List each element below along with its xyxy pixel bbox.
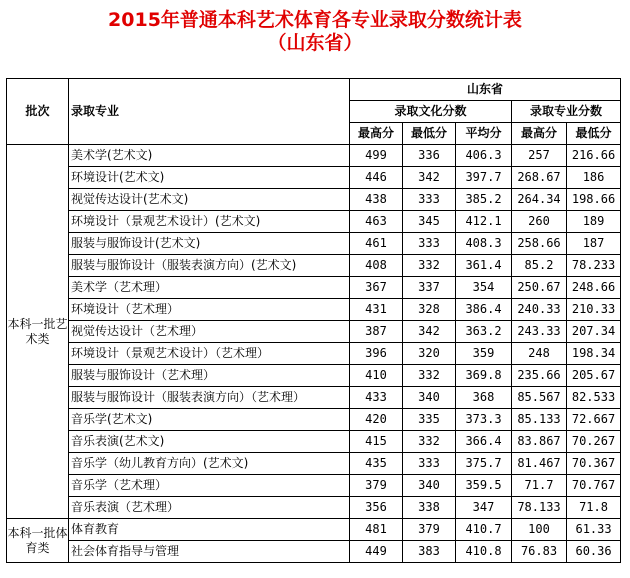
table-row [7, 255, 621, 277]
culture-min-cell: 320 [403, 343, 456, 365]
professional-max-cell: 76.83 [512, 541, 567, 563]
culture-avg-cell: 406.3 [456, 145, 512, 167]
professional-min-cell: 186 [567, 167, 621, 189]
professional-min-cell: 198.66 [567, 189, 621, 211]
major-cell: 服装与服饰设计（艺术理） [69, 365, 350, 387]
table-row [7, 409, 621, 431]
table-row [7, 365, 621, 387]
professional-min-header: 最低分 [567, 123, 621, 145]
major-header: 录取专业 [69, 79, 350, 145]
table-row [7, 387, 621, 409]
culture-avg-cell: 397.7 [456, 167, 512, 189]
major-cell: 环境设计（艺术理） [69, 299, 350, 321]
professional-max-cell: 240.33 [512, 299, 567, 321]
major-cell: 视觉传达设计(艺术文) [69, 189, 350, 211]
professional-max-cell: 264.34 [512, 189, 567, 211]
culture-score-header: 录取文化分数 [350, 101, 512, 123]
professional-max-cell: 268.67 [512, 167, 567, 189]
province-header: 山东省 [350, 79, 621, 101]
table-row [7, 233, 621, 255]
table-row [7, 167, 621, 189]
major-cell: 服装与服饰设计(艺术文) [69, 233, 350, 255]
table-row [7, 189, 621, 211]
table-row [7, 211, 621, 233]
culture-max-header: 最高分 [350, 123, 403, 145]
professional-max-cell: 250.67 [512, 277, 567, 299]
major-cell: 环境设计（景观艺术设计）（艺术理） [69, 343, 350, 365]
culture-avg-cell: 368 [456, 387, 512, 409]
batch-cell: 本科一批艺术类 [7, 145, 69, 519]
table-row [7, 497, 621, 519]
culture-avg-cell: 369.8 [456, 365, 512, 387]
professional-min-cell: 70.267 [567, 431, 621, 453]
major-cell: 社会体育指导与管理 [69, 541, 350, 563]
culture-max-cell: 396 [350, 343, 403, 365]
culture-min-cell: 336 [403, 145, 456, 167]
header-row-1 [7, 79, 621, 101]
table-row [7, 343, 621, 365]
professional-max-cell: 85.2 [512, 255, 567, 277]
professional-max-cell: 83.867 [512, 431, 567, 453]
culture-max-cell: 431 [350, 299, 403, 321]
culture-min-cell: 342 [403, 167, 456, 189]
culture-min-cell: 379 [403, 519, 456, 541]
major-cell: 美术学(艺术文) [69, 145, 350, 167]
culture-avg-cell: 386.4 [456, 299, 512, 321]
table-row [7, 453, 621, 475]
major-cell: 音乐学(艺术文) [69, 409, 350, 431]
culture-min-cell: 333 [403, 189, 456, 211]
major-cell: 美术学（艺术理） [69, 277, 350, 299]
professional-min-cell: 248.66 [567, 277, 621, 299]
culture-min-cell: 332 [403, 431, 456, 453]
table-title: 2015年普通本科艺术体育各专业录取分数统计表 [108, 9, 522, 31]
culture-max-cell: 379 [350, 475, 403, 497]
professional-min-cell: 210.33 [567, 299, 621, 321]
professional-min-cell: 61.33 [567, 519, 621, 541]
batch-header: 批次 [7, 79, 69, 145]
professional-min-cell: 207.34 [567, 321, 621, 343]
major-cell: 环境设计(艺术文) [69, 167, 350, 189]
culture-max-cell: 463 [350, 211, 403, 233]
culture-min-cell: 335 [403, 409, 456, 431]
culture-avg-cell: 361.4 [456, 255, 512, 277]
professional-min-cell: 78.233 [567, 255, 621, 277]
professional-min-cell: 189 [567, 211, 621, 233]
professional-max-cell: 85.567 [512, 387, 567, 409]
culture-max-cell: 408 [350, 255, 403, 277]
professional-max-header: 最高分 [512, 123, 567, 145]
culture-min-cell: 383 [403, 541, 456, 563]
culture-avg-cell: 354 [456, 277, 512, 299]
professional-min-cell: 205.67 [567, 365, 621, 387]
culture-min-cell: 345 [403, 211, 456, 233]
major-cell: 服装与服饰设计（服装表演方向）（艺术理） [69, 387, 350, 409]
major-cell: 环境设计（景观艺术设计）(艺术文) [69, 211, 350, 233]
professional-min-cell: 71.8 [567, 497, 621, 519]
professional-max-cell: 260 [512, 211, 567, 233]
professional-min-cell: 82.533 [567, 387, 621, 409]
table-body [7, 145, 621, 563]
table-subtitle: （山东省） [267, 32, 363, 54]
culture-avg-cell: 385.2 [456, 189, 512, 211]
culture-avg-cell: 366.4 [456, 431, 512, 453]
culture-min-header: 最低分 [403, 123, 456, 145]
culture-avg-header: 平均分 [456, 123, 512, 145]
culture-max-cell: 387 [350, 321, 403, 343]
culture-max-cell: 367 [350, 277, 403, 299]
culture-min-cell: 332 [403, 365, 456, 387]
culture-max-cell: 356 [350, 497, 403, 519]
professional-max-cell: 258.66 [512, 233, 567, 255]
culture-avg-cell: 412.1 [456, 211, 512, 233]
culture-avg-cell: 410.7 [456, 519, 512, 541]
table-row [7, 475, 621, 497]
professional-max-cell: 257 [512, 145, 567, 167]
major-cell: 服装与服饰设计（服装表演方向）(艺术文) [69, 255, 350, 277]
culture-avg-cell: 373.3 [456, 409, 512, 431]
major-cell: 视觉传达设计（艺术理） [69, 321, 350, 343]
professional-max-cell: 71.7 [512, 475, 567, 497]
culture-max-cell: 415 [350, 431, 403, 453]
score-table [6, 78, 621, 563]
culture-max-cell: 449 [350, 541, 403, 563]
major-cell: 体育教育 [69, 519, 350, 541]
culture-min-cell: 328 [403, 299, 456, 321]
professional-min-cell: 72.667 [567, 409, 621, 431]
culture-avg-cell: 375.7 [456, 453, 512, 475]
professional-min-cell: 187 [567, 233, 621, 255]
professional-min-cell: 70.767 [567, 475, 621, 497]
table-row [7, 519, 621, 541]
professional-max-cell: 78.133 [512, 497, 567, 519]
culture-max-cell: 481 [350, 519, 403, 541]
professional-max-cell: 243.33 [512, 321, 567, 343]
culture-avg-cell: 363.2 [456, 321, 512, 343]
major-cell: 音乐学（幼儿教育方向）(艺术文) [69, 453, 350, 475]
professional-max-cell: 85.133 [512, 409, 567, 431]
culture-min-cell: 333 [403, 453, 456, 475]
culture-avg-cell: 410.8 [456, 541, 512, 563]
culture-max-cell: 410 [350, 365, 403, 387]
culture-max-cell: 438 [350, 189, 403, 211]
culture-min-cell: 342 [403, 321, 456, 343]
culture-max-cell: 461 [350, 233, 403, 255]
professional-max-cell: 235.66 [512, 365, 567, 387]
table-row [7, 321, 621, 343]
major-cell: 音乐表演(艺术文) [69, 431, 350, 453]
culture-max-cell: 420 [350, 409, 403, 431]
professional-max-cell: 81.467 [512, 453, 567, 475]
major-cell: 音乐学（艺术理） [69, 475, 350, 497]
culture-min-cell: 338 [403, 497, 456, 519]
professional-min-cell: 198.34 [567, 343, 621, 365]
culture-min-cell: 333 [403, 233, 456, 255]
table-row [7, 299, 621, 321]
culture-min-cell: 337 [403, 277, 456, 299]
table-row [7, 277, 621, 299]
culture-avg-cell: 347 [456, 497, 512, 519]
professional-max-cell: 100 [512, 519, 567, 541]
professional-min-cell: 60.36 [567, 541, 621, 563]
culture-max-cell: 433 [350, 387, 403, 409]
culture-max-cell: 499 [350, 145, 403, 167]
culture-max-cell: 446 [350, 167, 403, 189]
table-row [7, 431, 621, 453]
batch-cell: 本科一批体育类 [7, 519, 69, 563]
professional-score-header: 录取专业分数 [512, 101, 621, 123]
culture-avg-cell: 408.3 [456, 233, 512, 255]
culture-min-cell: 340 [403, 387, 456, 409]
professional-min-cell: 70.367 [567, 453, 621, 475]
culture-min-cell: 332 [403, 255, 456, 277]
professional-max-cell: 248 [512, 343, 567, 365]
major-cell: 音乐表演（艺术理） [69, 497, 350, 519]
culture-avg-cell: 359.5 [456, 475, 512, 497]
professional-min-cell: 216.66 [567, 145, 621, 167]
table-row [7, 145, 621, 167]
table-row [7, 541, 621, 563]
culture-avg-cell: 359 [456, 343, 512, 365]
culture-max-cell: 435 [350, 453, 403, 475]
culture-min-cell: 340 [403, 475, 456, 497]
